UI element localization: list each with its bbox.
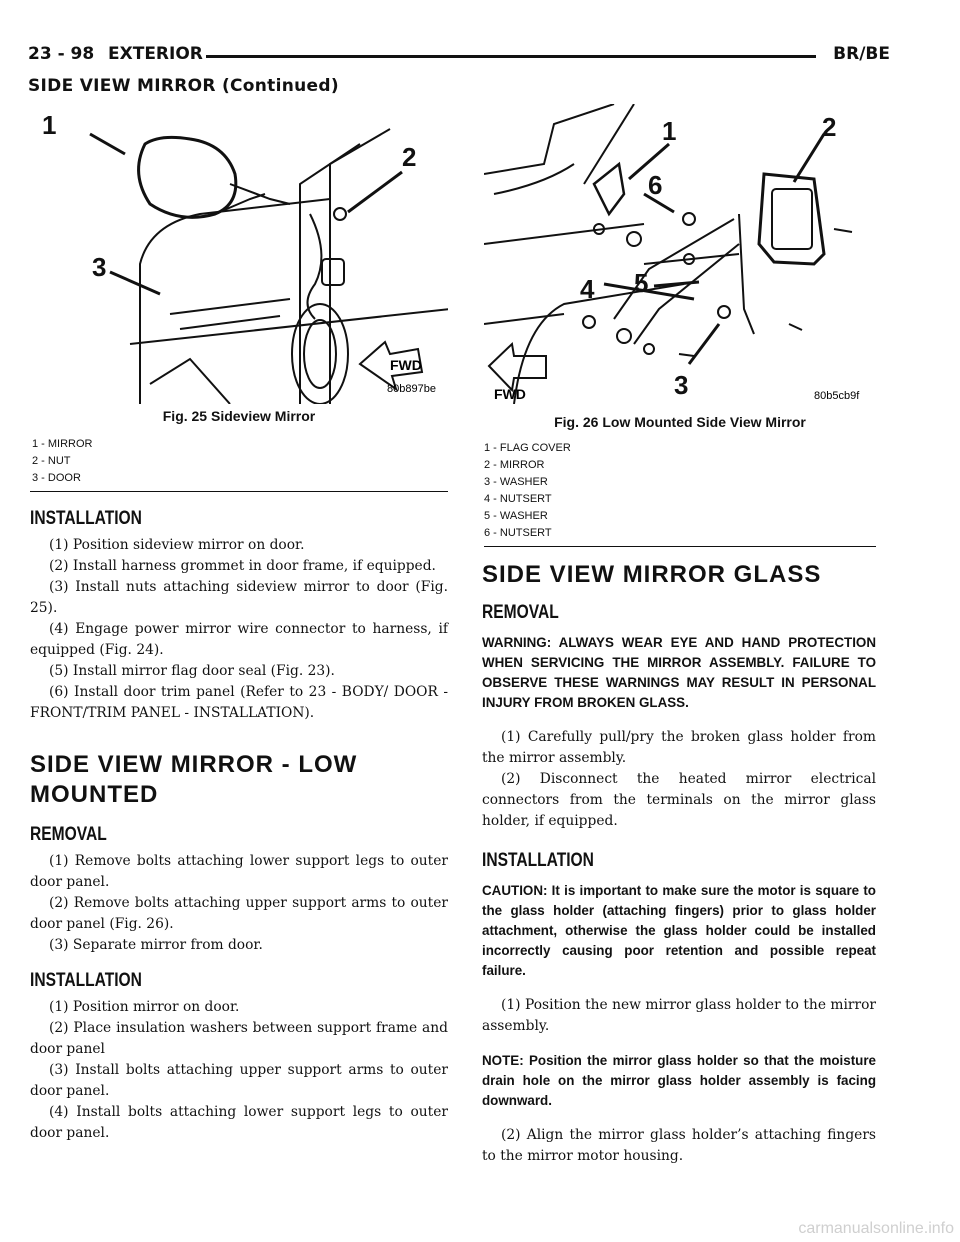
legend-item: 2 - NUT	[32, 455, 71, 467]
fig26-illustration	[484, 104, 876, 404]
legend-item: 1 - FLAG COVER	[484, 442, 571, 454]
glass-removal-step: (2) Disconnect the heated mirror electrical connectors from the terminals on the mirror glass holder, if equipped.	[482, 771, 876, 829]
fig26-callout-6: 6	[648, 170, 663, 200]
installation2-step: (3) Install bolts attaching upper support arms to outer door panel.	[30, 1062, 448, 1099]
fig26-callout-4: 4	[580, 274, 595, 304]
header-rule	[206, 55, 816, 58]
fig26-rule	[484, 546, 876, 547]
fig25-caption: Fig. 25 Sideview Mirror	[162, 408, 316, 424]
page-number: 23 - 98	[28, 44, 95, 64]
removal-step: (1) Remove bolts attaching lower support legs to outer door panel.	[30, 853, 448, 890]
fig25-illustration	[30, 104, 448, 404]
fig26-caption: Fig. 26 Low Mounted Side View Mirror	[554, 414, 806, 430]
installation-step: (1) Position sideview mirror on door.	[49, 537, 305, 553]
fig25-callout-3: 3	[92, 252, 107, 282]
note-text: NOTE: Position the mirror glass holder so that the moisture drain hole on the mirror glass holder assembly is facing downward.	[482, 1053, 876, 1108]
fig25-rule	[30, 491, 448, 492]
removal-heading: REMOVAL	[30, 824, 107, 845]
glass-install-step-2: (2) Align the mirror glass holder’s attaching fingers to the mirror motor housing.	[482, 1127, 876, 1164]
glass-title: SIDE VIEW MIRROR GLASS	[482, 561, 822, 588]
installation-step: (3) Install nuts attaching sideview mirror to door (Fig. 25).	[30, 579, 448, 616]
fig25-fwd-label: FWD	[390, 357, 422, 373]
page-header	[28, 44, 890, 68]
fig26-callout-3: 3	[674, 370, 689, 400]
legend-item: 1 - MIRROR	[32, 438, 93, 450]
installation2-step: (1) Position mirror on door.	[49, 999, 240, 1015]
installation-step: (4) Engage power mirror wire connector to harness, if equipped (Fig. 24).	[30, 621, 448, 658]
glass-installation-heading: INSTALLATION	[482, 850, 594, 871]
section-name: EXTERIOR	[108, 44, 203, 64]
legend-item: 3 - DOOR	[32, 472, 81, 484]
model-code: BR/BE	[833, 44, 890, 64]
installation2-step: (4) Install bolts attaching lower support legs to outer door panel.	[30, 1104, 448, 1141]
left-column	[30, 508, 448, 1144]
glass-removal-heading: REMOVAL	[482, 602, 559, 623]
fig26-code: 80b5cb9f	[814, 390, 860, 402]
installation-heading: INSTALLATION	[30, 508, 142, 529]
fig26-callout-2: 2	[822, 112, 837, 142]
watermark: carmanualsonline.info	[798, 1220, 954, 1237]
fig25-callout-1: 1	[42, 110, 57, 140]
installation-step: (2) Install harness grommet in door frame, if equipped.	[49, 558, 436, 574]
removal-step: (3) Separate mirror from door.	[49, 937, 263, 953]
warning-text: WARNING: ALWAYS WEAR EYE AND HAND PROTECTION WHEN SERVICING THE MIRROR ASSEMBLY. FAILURE TO OBSERVE THESE WARNINGS MAY RESULT IN PERSONAL INJURY FROM BROKEN GLASS.	[482, 635, 876, 710]
legend-item: 6 - NUTSERT	[484, 527, 552, 539]
low-mounted-title: SIDE VIEW MIRROR - LOW MOUNTED	[30, 751, 358, 808]
figure-26	[484, 104, 876, 547]
caution-text: CAUTION: It is important to make sure the motor is square to the glass holder (attaching fingers) prior to glass holder attachment, otherwise the glass holder could be installed incorrectly causing poor retention and possible repeat failure.	[482, 883, 876, 978]
continued-title: SIDE VIEW MIRROR (Continued)	[28, 76, 339, 96]
removal-step: (2) Remove bolts attaching upper support arms to outer door panel (Fig. 26).	[30, 895, 448, 932]
right-column	[482, 560, 876, 1167]
installation-step: (5) Install mirror flag door seal (Fig. 23).	[49, 663, 335, 679]
installation-step: (6) Install door trim panel (Refer to 23 - BODY/ DOOR - FRONT/TRIM PANEL - INSTALLATION).	[30, 684, 448, 721]
fig26-fwd-label: FWD	[494, 386, 526, 402]
fig26-legend	[484, 440, 876, 542]
fig26-callout-5: 5	[634, 268, 649, 298]
installation2-step: (2) Place insulation washers between support frame and door panel	[30, 1020, 448, 1057]
fig25-code: 80b897be	[387, 383, 436, 395]
fig25-callout-2: 2	[402, 142, 417, 172]
glass-removal-step: (1) Carefully pull/pry the broken glass holder from the mirror assembly.	[482, 729, 876, 766]
figure-25	[30, 104, 448, 492]
installation2-heading: INSTALLATION	[30, 970, 142, 991]
legend-item: 4 - NUTSERT	[484, 493, 552, 505]
legend-item: 2 - MIRROR	[484, 459, 545, 471]
legend-item: 5 - WASHER	[484, 510, 548, 522]
fig25-legend	[30, 436, 448, 487]
fig26-callout-1: 1	[662, 116, 677, 146]
glass-install-step-1: (1) Position the new mirror glass holder to the mirror assembly.	[482, 997, 876, 1034]
legend-item: 3 - WASHER	[484, 476, 548, 488]
